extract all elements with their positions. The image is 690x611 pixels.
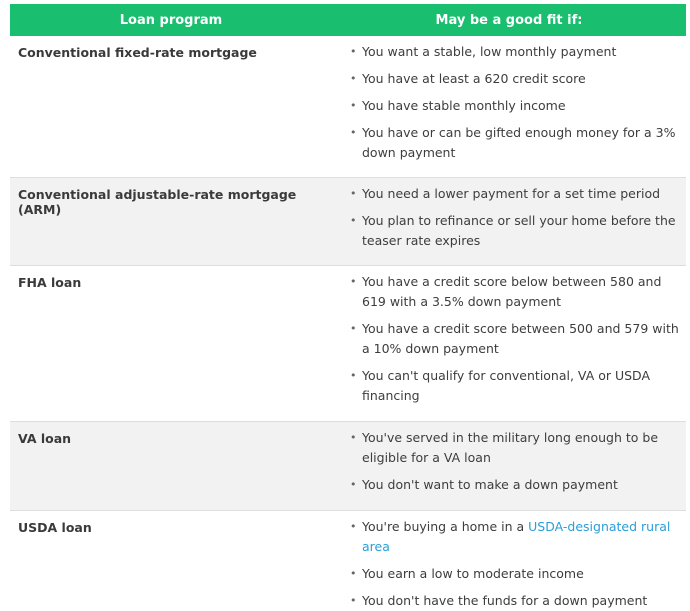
list-item: • You don't have the funds for a down payment (350, 591, 686, 611)
list-item: • You have or can be gifted enough money for a 3% down payment (350, 123, 686, 163)
fit-criteria (332, 511, 686, 608)
table-row (10, 178, 686, 266)
list-item: • You need a lower payment for a set time period (350, 184, 686, 204)
list-item: • You plan to refinance or sell your home before the teaser rate expires (350, 211, 686, 251)
list-item: • You want a stable, low monthly payment (350, 42, 686, 62)
program-name: Conventional adjustable-rate mortgage (ARM) (18, 187, 297, 217)
list-item (350, 517, 686, 557)
list-item: • You have a credit score below between 580 and 619 with a 3.5% down payment (350, 272, 686, 312)
list-item: • You have a credit score between 500 and 579 with a 10% down payment (350, 319, 686, 359)
program-name: USDA loan (18, 520, 92, 535)
list-item: • You have at least a 620 credit score (350, 69, 686, 89)
list-item: • You've served in the military long enough to be eligible for a VA loan (350, 428, 686, 468)
program-name: VA loan (18, 431, 72, 446)
table-row (10, 36, 686, 178)
fit-criteria (332, 422, 686, 510)
table-row (10, 422, 686, 511)
table-header (10, 4, 686, 36)
fit-criteria (332, 36, 686, 177)
list-item-text: You're buying a home in a (362, 519, 529, 534)
loan-program-table (10, 4, 686, 608)
header-good-fit: May be a good fit if: (435, 12, 583, 28)
table-row (10, 511, 686, 608)
table-row (10, 266, 686, 422)
fit-criteria (332, 178, 686, 265)
program-name: Conventional fixed-rate mortgage (18, 45, 257, 60)
fit-criteria (332, 266, 686, 421)
list-item: • You don't want to make a down payment (350, 475, 686, 495)
program-name: FHA loan (18, 275, 82, 290)
list-item: • You have stable monthly income (350, 96, 686, 116)
list-item: • You earn a low to moderate income (350, 564, 686, 584)
header-loan-program: Loan program (119, 12, 223, 28)
list-item: • You can't qualify for conventional, VA or USDA financing (350, 366, 686, 406)
usda-rural-area-link[interactable]: USDA-designated rural area (362, 519, 671, 554)
